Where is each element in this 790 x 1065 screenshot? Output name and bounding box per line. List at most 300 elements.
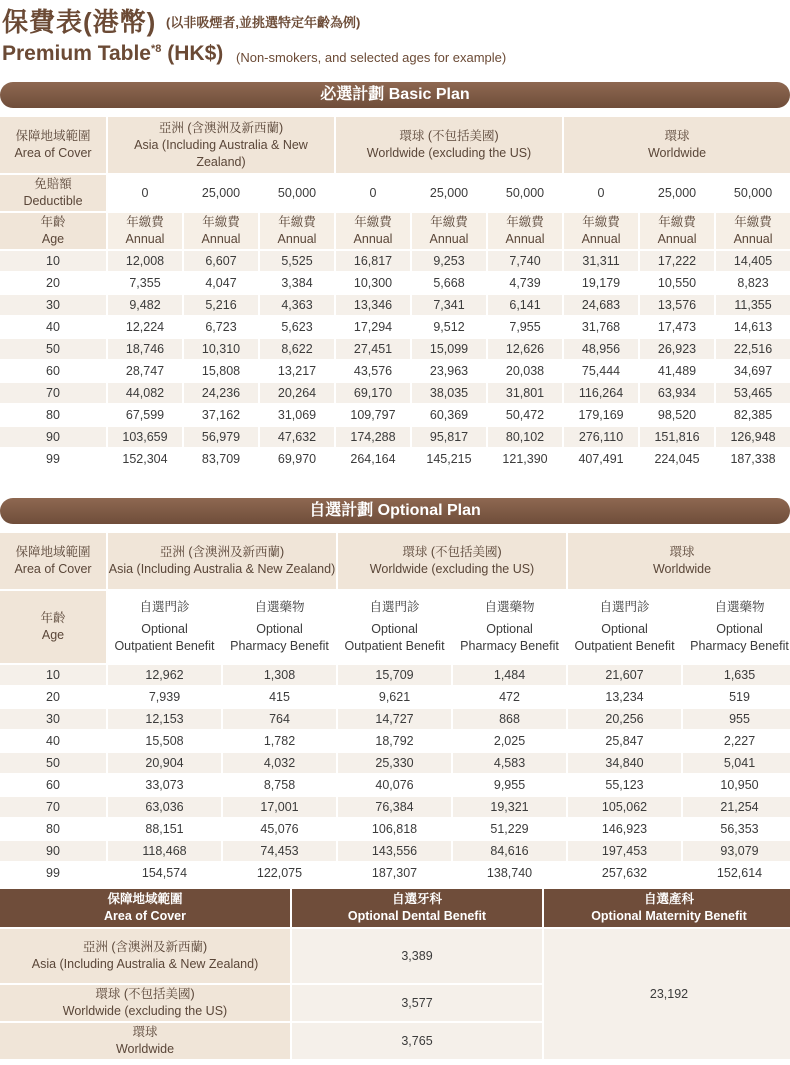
area-of-cover-label-en: Area of Cover (104, 909, 186, 923)
premium-cell: 12,962 (108, 665, 221, 685)
premium-cell: 21,607 (568, 665, 681, 685)
maternity-benefit-header (544, 889, 790, 927)
region-label-zh: 環球 (664, 129, 690, 143)
premium-cell: 67,599 (108, 405, 182, 425)
annual-premium-header (716, 213, 790, 249)
premium-cell: 257,632 (568, 863, 681, 883)
premium-cell: 5,525 (260, 251, 334, 271)
region-header (108, 117, 334, 173)
table-row (0, 753, 790, 773)
premium-cell: 1,635 (683, 665, 790, 685)
region-label-en: Asia (Including Australia & New Zealand) (108, 562, 336, 576)
table-row (0, 819, 790, 839)
premium-cell: 19,321 (453, 797, 566, 817)
age-label-en: Age (41, 628, 65, 642)
dental-benefit-header (292, 889, 542, 927)
pharmacy-label-en1: Optional (256, 622, 303, 636)
premium-cell: 10,310 (184, 339, 258, 359)
annual-label-en: Annual (353, 232, 393, 246)
annual-premium-header (488, 213, 562, 249)
table-row (0, 383, 790, 403)
premium-cell: 519 (683, 687, 790, 707)
premium-cell: 19,179 (564, 273, 638, 293)
premium-cell: 17,001 (223, 797, 336, 817)
table-row (0, 797, 790, 817)
dental-label-en: Optional Dental Benefit (347, 909, 487, 923)
annual-label-zh: 年繳費 (202, 215, 240, 229)
annual-label-zh: 年繳費 (354, 215, 392, 229)
premium-cell: 4,032 (223, 753, 336, 773)
premium-cell: 8,622 (260, 339, 334, 359)
age-cell: 10 (0, 251, 106, 271)
premium-cell: 955 (683, 709, 790, 729)
premium-cell: 15,099 (412, 339, 486, 359)
maternity-label-en: Optional Maternity Benefit (591, 909, 747, 923)
age-cell: 90 (0, 841, 106, 861)
premium-cell: 5,623 (260, 317, 334, 337)
premium-cell: 15,508 (108, 731, 221, 751)
premium-cell: 7,341 (412, 295, 486, 315)
region-header (336, 117, 562, 173)
table-row (0, 687, 790, 707)
premium-cell: 20,038 (488, 361, 562, 381)
premium-cell: 143,556 (338, 841, 451, 861)
region-label-en: Worldwide (115, 1042, 175, 1056)
premium-cell: 24,683 (564, 295, 638, 315)
age-cell: 60 (0, 361, 106, 381)
age-cell: 70 (0, 797, 106, 817)
outpatient-benefit-header (108, 591, 221, 663)
premium-cell: 38,035 (412, 383, 486, 403)
premium-cell: 18,746 (108, 339, 182, 359)
page-title-zh-note: (以非吸煙者,並挑選特定年齡為例) (166, 15, 361, 30)
deductible-value: 25,000 (640, 175, 714, 211)
optional-header-row (0, 533, 790, 589)
pharmacy-label-zh: 自選藥物 (714, 600, 765, 614)
age-cell: 10 (0, 665, 106, 685)
premium-cell: 63,036 (108, 797, 221, 817)
premium-cell: 47,632 (260, 427, 334, 447)
premium-cell: 24,236 (184, 383, 258, 403)
premium-cell: 5,041 (683, 753, 790, 773)
region-header (108, 533, 336, 589)
table-row (0, 775, 790, 795)
table-row (0, 929, 790, 983)
premium-cell: 20,256 (568, 709, 681, 729)
premium-cell: 43,576 (336, 361, 410, 381)
age-cell: 50 (0, 339, 106, 359)
area-of-cover-label-en: Area of Cover (14, 146, 92, 160)
dental-value: 3,577 (292, 985, 542, 1021)
deductible-header (0, 175, 106, 211)
outpatient-label-zh: 自選門診 (599, 600, 650, 614)
premium-cell: 15,709 (338, 665, 451, 685)
annual-label-zh: 年繳費 (506, 215, 544, 229)
premium-cell: 37,162 (184, 405, 258, 425)
area-of-cover-header (0, 117, 106, 173)
region-label-zh: 環球 (不包括美國) (402, 545, 502, 559)
premium-cell: 53,465 (716, 383, 790, 403)
premium-cell: 8,823 (716, 273, 790, 293)
pharmacy-label-en2: Pharmacy Benefit (460, 639, 559, 653)
premium-cell: 17,222 (640, 251, 714, 271)
premium-cell: 138,740 (453, 863, 566, 883)
age-cell: 50 (0, 753, 106, 773)
premium-cell: 55,123 (568, 775, 681, 795)
deductible-label-zh: 免賠額 (34, 177, 72, 191)
premium-cell: 2,025 (453, 731, 566, 751)
annual-label-en: Annual (201, 232, 241, 246)
table-row (0, 449, 790, 469)
premium-cell: 1,308 (223, 665, 336, 685)
annual-label-en: Annual (581, 232, 621, 246)
outpatient-label-en2: Outpatient Benefit (344, 639, 445, 653)
premium-cell: 1,484 (453, 665, 566, 685)
premium-cell: 20,904 (108, 753, 221, 773)
premium-cell: 26,923 (640, 339, 714, 359)
area-of-cover-label-zh: 保障地域範圍 (15, 545, 91, 559)
table-row (0, 317, 790, 337)
annual-premium-header (640, 213, 714, 249)
annual-label-en: Annual (277, 232, 317, 246)
premium-cell: 415 (223, 687, 336, 707)
premium-cell: 10,550 (640, 273, 714, 293)
age-cell: 90 (0, 427, 106, 447)
outpatient-benefit-header (568, 591, 681, 663)
premium-cell: 12,224 (108, 317, 182, 337)
region-label-zh: 亞洲 (含澳洲及新西蘭) (82, 940, 208, 954)
premium-cell: 145,215 (412, 449, 486, 469)
premium-cell: 13,234 (568, 687, 681, 707)
area-of-cover-label-zh: 保障地域範圍 (15, 129, 91, 143)
page-title-en-text: Premium Table (2, 42, 151, 65)
outpatient-label-zh: 自選門診 (139, 600, 190, 614)
premium-cell: 105,062 (568, 797, 681, 817)
premium-cell: 14,405 (716, 251, 790, 271)
premium-cell: 4,047 (184, 273, 258, 293)
premium-cell: 28,747 (108, 361, 182, 381)
age-cell: 40 (0, 731, 106, 751)
region-label-zh: 環球 (669, 545, 695, 559)
pharmacy-benefit-header (453, 591, 566, 663)
premium-cell: 31,801 (488, 383, 562, 403)
premium-cell: 9,512 (412, 317, 486, 337)
outpatient-benefit-header (338, 591, 451, 663)
page-header (0, 0, 790, 76)
outpatient-label-zh: 自選門診 (369, 600, 420, 614)
premium-cell: 5,668 (412, 273, 486, 293)
premium-cell: 6,723 (184, 317, 258, 337)
premium-cell: 4,363 (260, 295, 334, 315)
premium-cell: 82,385 (716, 405, 790, 425)
premium-cell: 109,797 (336, 405, 410, 425)
age-label-en: Age (41, 232, 65, 246)
region-label-en: Worldwide (647, 146, 707, 160)
premium-cell: 51,229 (453, 819, 566, 839)
footnote-marker: *8 (151, 43, 162, 55)
premium-cell: 21,254 (683, 797, 790, 817)
premium-cell: 50,472 (488, 405, 562, 425)
premium-cell: 152,304 (108, 449, 182, 469)
premium-cell: 118,468 (108, 841, 221, 861)
premium-cell: 14,727 (338, 709, 451, 729)
age-cell: 99 (0, 863, 106, 883)
age-header-row (0, 213, 790, 249)
deductible-value: 0 (108, 175, 182, 211)
pharmacy-label-en1: Optional (486, 622, 533, 636)
premium-cell: 7,355 (108, 273, 182, 293)
premium-cell: 20,264 (260, 383, 334, 403)
age-header (0, 591, 106, 663)
age-cell: 70 (0, 383, 106, 403)
dental-label-zh: 自選牙科 (391, 892, 442, 906)
premium-cell: 22,516 (716, 339, 790, 359)
premium-cell: 12,008 (108, 251, 182, 271)
premium-cell: 31,069 (260, 405, 334, 425)
annual-premium-header (108, 213, 182, 249)
benefit-header-row (0, 591, 790, 663)
region-label-en: Worldwide (652, 562, 712, 576)
premium-cell: 224,045 (640, 449, 714, 469)
premium-cell: 12,153 (108, 709, 221, 729)
table-row (0, 251, 790, 271)
premium-cell: 103,659 (108, 427, 182, 447)
region-label-en: Worldwide (excluding the US) (369, 562, 535, 576)
premium-cell: 8,758 (223, 775, 336, 795)
premium-cell: 174,288 (336, 427, 410, 447)
dental-value: 3,765 (292, 1023, 542, 1059)
premium-cell: 4,583 (453, 753, 566, 773)
page-title-zh: 保費表(港幣) (2, 7, 157, 37)
annual-label-zh: 年繳費 (658, 215, 696, 229)
deductible-label-en: Deductible (23, 194, 83, 208)
premium-cell: 25,847 (568, 731, 681, 751)
region-label-en: Worldwide (excluding the US) (62, 1004, 228, 1018)
premium-cell: 63,934 (640, 383, 714, 403)
premium-cell: 9,955 (453, 775, 566, 795)
age-cell: 20 (0, 273, 106, 293)
premium-cell: 69,170 (336, 383, 410, 403)
premium-cell: 187,307 (338, 863, 451, 883)
premium-cell: 76,384 (338, 797, 451, 817)
age-cell: 30 (0, 295, 106, 315)
premium-cell: 75,444 (564, 361, 638, 381)
premium-cell: 121,390 (488, 449, 562, 469)
premium-cell: 23,963 (412, 361, 486, 381)
premium-cell: 187,338 (716, 449, 790, 469)
age-cell: 40 (0, 317, 106, 337)
age-header (0, 213, 106, 249)
page-title-en (2, 42, 223, 66)
pharmacy-label-zh: 自選藥物 (484, 600, 535, 614)
table-row (0, 709, 790, 729)
premium-cell: 95,817 (412, 427, 486, 447)
premium-cell: 40,076 (338, 775, 451, 795)
region-header (338, 533, 566, 589)
premium-cell: 31,311 (564, 251, 638, 271)
pharmacy-label-en2: Pharmacy Benefit (690, 639, 789, 653)
region-label-zh: 環球 (不包括美國) (399, 129, 499, 143)
extra-header-row (0, 889, 790, 927)
premium-cell: 146,923 (568, 819, 681, 839)
premium-cell: 69,970 (260, 449, 334, 469)
premium-cell: 1,782 (223, 731, 336, 751)
area-of-cover-label-zh: 保障地域範圍 (107, 892, 183, 906)
optional-plan-table (0, 531, 790, 885)
premium-cell: 98,520 (640, 405, 714, 425)
region-label-zh: 環球 (132, 1025, 158, 1039)
page-title-en-currency: (HK$) (167, 42, 224, 65)
premium-cell: 3,384 (260, 273, 334, 293)
premium-cell: 9,482 (108, 295, 182, 315)
area-of-cover-header (0, 889, 290, 927)
dental-value: 3,389 (292, 929, 542, 983)
premium-cell: 33,073 (108, 775, 221, 795)
optional-plan-band: 自選計劃 Optional Plan (0, 498, 790, 524)
premium-cell: 6,141 (488, 295, 562, 315)
annual-premium-header (184, 213, 258, 249)
region-label-en: Asia (Including Australia & New Zealand) (134, 137, 308, 169)
table-row (0, 339, 790, 359)
annual-premium-header (564, 213, 638, 249)
premium-cell: 34,697 (716, 361, 790, 381)
table-row (0, 841, 790, 861)
premium-cell: 14,613 (716, 317, 790, 337)
page-title-en-note: (Non-smokers, and selected ages for example) (236, 50, 507, 65)
age-cell: 80 (0, 405, 106, 425)
table-row (0, 361, 790, 381)
region-cell (0, 929, 290, 983)
region-label-en: Worldwide (excluding the US) (366, 146, 532, 160)
maternity-label-zh: 自選產科 (643, 892, 694, 906)
annual-label-zh: 年繳費 (582, 215, 620, 229)
annual-label-en: Annual (125, 232, 165, 246)
region-header (568, 533, 790, 589)
basic-plan-band: 必選計劃 Basic Plan (0, 82, 790, 108)
premium-cell: 407,491 (564, 449, 638, 469)
table-row (0, 665, 790, 685)
premium-cell: 83,709 (184, 449, 258, 469)
premium-cell: 7,939 (108, 687, 221, 707)
outpatient-label-en1: Optional (141, 622, 188, 636)
area-of-cover-label-en: Area of Cover (14, 562, 92, 576)
premium-cell: 764 (223, 709, 336, 729)
annual-premium-header (336, 213, 410, 249)
annual-label-zh: 年繳費 (430, 215, 468, 229)
premium-cell: 27,451 (336, 339, 410, 359)
deductible-value: 50,000 (716, 175, 790, 211)
premium-cell: 80,102 (488, 427, 562, 447)
premium-cell: 74,453 (223, 841, 336, 861)
pharmacy-benefit-header (683, 591, 790, 663)
table-row (0, 863, 790, 883)
premium-cell: 13,217 (260, 361, 334, 381)
annual-label-en: Annual (657, 232, 697, 246)
age-label-zh: 年齡 (40, 611, 66, 625)
deductible-value: 0 (336, 175, 410, 211)
region-header (564, 117, 790, 173)
premium-cell: 15,808 (184, 361, 258, 381)
premium-cell: 84,616 (453, 841, 566, 861)
region-label-zh: 亞洲 (含澳洲及新西蘭) (158, 120, 284, 135)
region-cell (0, 1023, 290, 1059)
premium-cell: 56,979 (184, 427, 258, 447)
area-of-cover-header (0, 533, 106, 589)
premium-cell: 88,151 (108, 819, 221, 839)
outpatient-label-en1: Optional (601, 622, 648, 636)
premium-cell: 45,076 (223, 819, 336, 839)
premium-cell: 9,621 (338, 687, 451, 707)
premium-cell: 11,355 (716, 295, 790, 315)
annual-label-en: Annual (733, 232, 773, 246)
region-cell (0, 985, 290, 1021)
table-row (0, 427, 790, 447)
table-row (0, 295, 790, 315)
premium-cell: 56,353 (683, 819, 790, 839)
premium-cell: 151,816 (640, 427, 714, 447)
pharmacy-label-zh: 自選藥物 (254, 600, 305, 614)
deductible-value: 50,000 (488, 175, 562, 211)
annual-premium-header (412, 213, 486, 249)
annual-label-zh: 年繳費 (734, 215, 772, 229)
premium-cell: 154,574 (108, 863, 221, 883)
premium-cell: 10,300 (336, 273, 410, 293)
premium-cell: 472 (453, 687, 566, 707)
table-row (0, 405, 790, 425)
pharmacy-label-en2: Pharmacy Benefit (230, 639, 329, 653)
age-cell: 99 (0, 449, 106, 469)
premium-cell: 13,346 (336, 295, 410, 315)
premium-cell: 44,082 (108, 383, 182, 403)
outpatient-label-en2: Outpatient Benefit (114, 639, 215, 653)
premium-cell: 276,110 (564, 427, 638, 447)
premium-cell: 60,369 (412, 405, 486, 425)
maternity-value: 23,192 (544, 929, 790, 1059)
basic-plan-table (0, 115, 790, 471)
premium-cell: 48,956 (564, 339, 638, 359)
premium-cell: 116,264 (564, 383, 638, 403)
annual-label-en: Annual (505, 232, 545, 246)
pharmacy-label-en1: Optional (716, 622, 763, 636)
region-label-en: Asia (Including Australia & New Zealand) (31, 957, 259, 971)
premium-cell: 17,294 (336, 317, 410, 337)
annual-premium-header (260, 213, 334, 249)
premium-cell: 126,948 (716, 427, 790, 447)
premium-cell: 12,626 (488, 339, 562, 359)
premium-cell: 31,768 (564, 317, 638, 337)
premium-cell: 5,216 (184, 295, 258, 315)
premium-cell: 34,840 (568, 753, 681, 773)
premium-cell: 152,614 (683, 863, 790, 883)
premium-cell: 264,164 (336, 449, 410, 469)
premium-cell: 17,473 (640, 317, 714, 337)
premium-cell: 197,453 (568, 841, 681, 861)
table-row (0, 731, 790, 751)
region-label-zh: 亞洲 (含澳洲及新西蘭) (159, 545, 285, 559)
deductible-value: 50,000 (260, 175, 334, 211)
outpatient-label-en2: Outpatient Benefit (574, 639, 675, 653)
premium-cell: 106,818 (338, 819, 451, 839)
premium-cell: 41,489 (640, 361, 714, 381)
deductible-value: 0 (564, 175, 638, 211)
deductible-value: 25,000 (412, 175, 486, 211)
age-cell: 60 (0, 775, 106, 795)
premium-cell: 10,950 (683, 775, 790, 795)
outpatient-label-en1: Optional (371, 622, 418, 636)
age-cell: 80 (0, 819, 106, 839)
premium-cell: 868 (453, 709, 566, 729)
premium-cell: 18,792 (338, 731, 451, 751)
